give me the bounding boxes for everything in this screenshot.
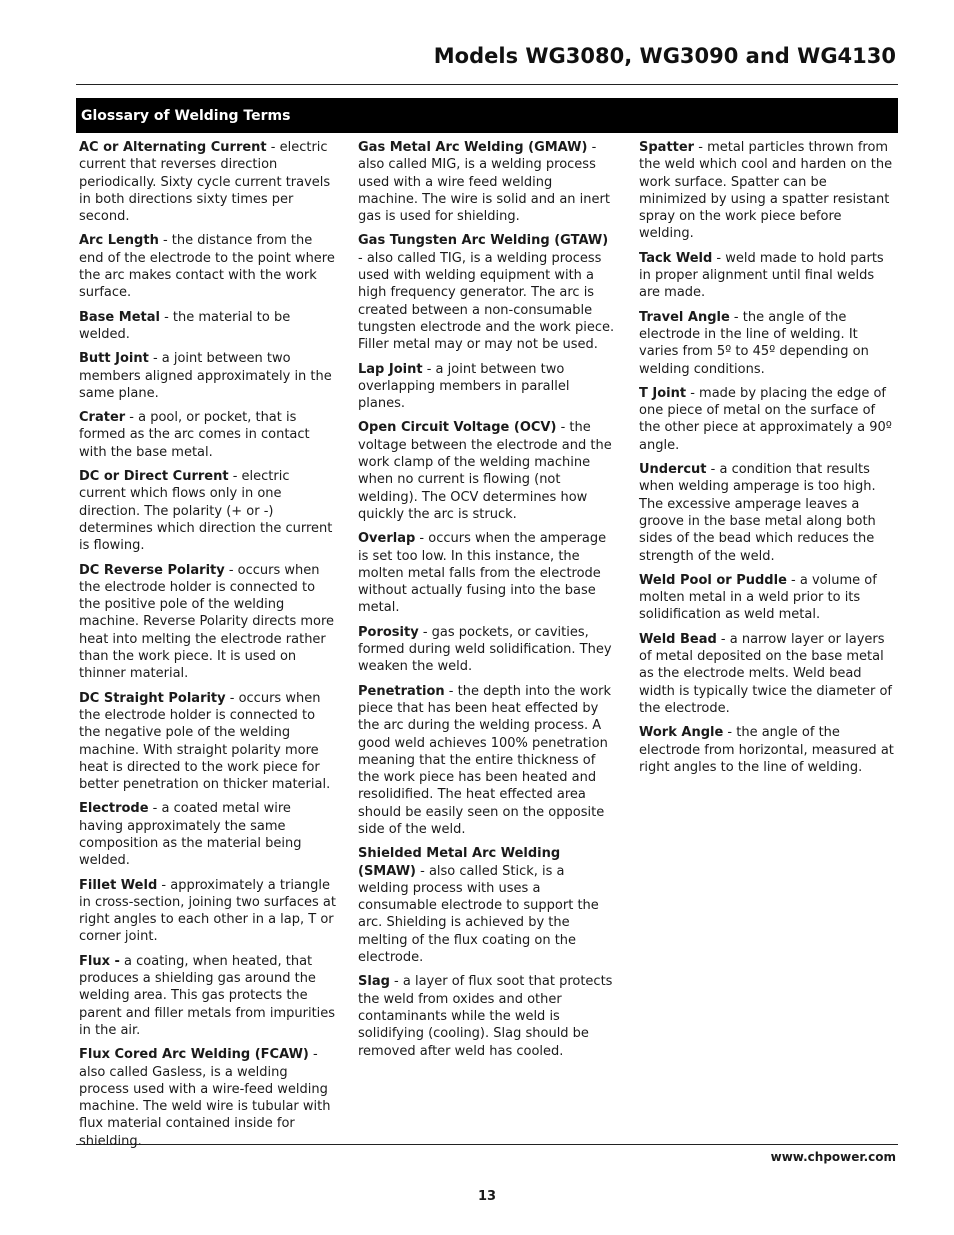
section-header-bar	[76, 98, 898, 133]
glossary-term: Base Metal	[79, 309, 160, 325]
glossary-term: T Joint	[639, 385, 687, 401]
glossary-entry	[358, 845, 616, 966]
glossary-definition: - also called TIG, is a welding process used with welding equipment with a high frequency generator. The arc is created between a non-consumable tungsten electrode and the work piece. Filler metal may or may not be used.	[358, 250, 615, 353]
glossary-entry	[639, 724, 897, 776]
glossary-entry	[79, 468, 337, 554]
glossary-entry	[639, 461, 897, 565]
glossary-entry	[79, 800, 337, 869]
glossary-term: Porosity	[358, 624, 419, 640]
glossary-term: Slag	[358, 974, 390, 990]
glossary-entry	[358, 683, 616, 839]
glossary-term: Weld Bead	[639, 631, 717, 647]
glossary-definition: - a condition that results when welding amperage is too high. The excessive amperage leaves a groove in the base metal along both sides of the bead which reduces the strength of the weld.	[639, 462, 876, 564]
glossary-definition: - the angle of the electrode from horizontal, measured at right angles to the line of welding.	[639, 725, 894, 775]
glossary-definition: - a joint between two overlapping members in parallel planes.	[358, 361, 570, 412]
glossary-term: Electrode	[79, 801, 149, 817]
glossary-definition: - occurs when the electrode holder is connected to the negative pole of the welding machine. With straight polarity more heat is directed to the work piece for better penetration on thicker material.	[79, 690, 331, 793]
glossary-entry	[358, 419, 616, 523]
glossary-term: Fillet Weld	[79, 877, 158, 893]
glossary-entry	[79, 877, 337, 946]
glossary-definition: - a layer of flux soot that protects the weld from oxides and other contaminants while the weld is solidifying (cooling). Slag should be removed after weld has cooled.	[358, 974, 613, 1059]
section-title: Glossary of Welding Terms	[81, 107, 291, 124]
glossary-definition: - the distance from the end of the electrode to the point where the arc makes contact with the work surface.	[79, 233, 335, 301]
glossary-entry	[79, 139, 337, 225]
glossary-entry	[79, 350, 337, 402]
glossary-term: Undercut	[639, 462, 707, 478]
glossary-definition: - electric current which flows only in one direction. The polarity (+ or -) determines which direction the current is flowing.	[79, 469, 333, 554]
glossary-entry	[358, 530, 616, 616]
footer-divider	[76, 1144, 898, 1145]
glossary-entry	[358, 973, 616, 1059]
glossary-term: Butt Joint	[79, 351, 149, 367]
glossary-definition: - also called Stick, is a welding process with uses a consumable electrode to support the arc. Shielding is achieved by the melting of the flux coating on the electrode.	[358, 863, 599, 966]
glossary-definition: - the voltage between the electrode and the work clamp of the welding machine when no current is flowing (not welding). The OCV determines how quickly the arc is struck.	[358, 420, 612, 522]
glossary-term: DC or Direct Current	[79, 469, 229, 485]
glossary-term: Arc Length	[79, 233, 159, 249]
glossary-term: Penetration	[358, 683, 445, 699]
glossary-term: Weld Pool or Puddle	[639, 572, 787, 588]
page-number: 13	[477, 1189, 497, 1204]
glossary-definition: - a coated metal wire having approximately the same composition as the material being welded.	[79, 801, 302, 869]
glossary-definition: - a joint between two members aligned approximately in the same plane.	[79, 351, 332, 401]
glossary-column-2	[358, 139, 616, 1067]
glossary-term: Work Angle	[639, 725, 724, 741]
glossary-entry	[639, 631, 897, 717]
glossary-term: Gas Tungsten Arc Welding (GTAW)	[358, 233, 609, 249]
glossary-term: DC Straight Polarity	[79, 690, 226, 706]
glossary-definition: - also called Gasless, is a welding process used with a wire-feed welding machine. The weld wire is tubular with flux material contained inside for shielding.	[79, 1047, 331, 1149]
glossary-term: Spatter	[639, 140, 695, 155]
glossary-definition: - a pool, or pocket, that is formed as the arc comes in contact with the base metal.	[79, 410, 310, 460]
glossary-column-3	[639, 139, 897, 783]
glossary-entry	[79, 953, 337, 1039]
glossary-entry	[358, 624, 616, 676]
glossary-entry	[79, 1046, 337, 1150]
glossary-term: Tack Weld	[639, 250, 713, 266]
glossary-definition: - occurs when the amperage is set too low. In this instance, the molten metal falls from the electrode without actually fusing into the base metal.	[358, 531, 607, 616]
glossary-definition: a coating, when heated, that produces a shielding gas around the welding area. This gas protects the parent and filler metals from impurities in the air.	[79, 953, 336, 1038]
glossary-definition: - a volume of molten metal in a weld prior to its solidification as weld metal.	[639, 572, 877, 623]
glossary-entry	[639, 139, 897, 243]
footer-url: www.chpower.com	[770, 1150, 896, 1164]
glossary-term: Crater	[79, 410, 126, 426]
glossary-term: Lap Joint	[358, 361, 423, 377]
glossary-term: Travel Angle	[639, 309, 730, 325]
glossary-column-1	[79, 139, 337, 1157]
glossary-entry	[639, 385, 897, 454]
glossary-entry	[639, 572, 897, 624]
glossary-entry	[358, 139, 616, 225]
glossary-definition: - a narrow layer or layers of metal deposited on the base metal as the electrode melts. Weld bead width is typically twice the diameter of the electrode.	[639, 631, 892, 716]
page-title: Models WG3080, WG3090 and WG4130	[433, 44, 896, 68]
glossary-term: Overlap	[358, 531, 416, 547]
glossary-definition: - metal particles thrown from the weld which cool and harden on the work surface. Spatter can be minimized by using a spatter resistant spray on the work piece before welding.	[639, 140, 893, 242]
glossary-term: Flux Cored Arc Welding (FCAW)	[79, 1047, 309, 1063]
glossary-entry	[79, 562, 337, 683]
glossary-definition: - the angle of the electrode in the line of welding. It varies from 5º to 45º depending on welding conditions.	[639, 309, 869, 377]
glossary-entry	[79, 409, 337, 461]
glossary-definition: - the material to be welded.	[79, 309, 291, 342]
glossary-entry	[639, 309, 897, 378]
glossary-entry	[639, 250, 897, 302]
glossary-term: Open Circuit Voltage (OCV)	[358, 420, 557, 436]
glossary-entry	[79, 309, 337, 344]
glossary-entry	[358, 361, 616, 413]
glossary-entry	[79, 690, 337, 794]
glossary-entry	[79, 232, 337, 301]
glossary-definition: - approximately a triangle in cross-section, joining two surfaces at right angles to each other in a lap, T or corner joint.	[79, 877, 336, 945]
glossary-term: AC or Alternating Current	[79, 140, 267, 155]
glossary-definition: - also called MIG, is a welding process used with a wire feed welding machine. The wire is solid and an inert gas is used for shielding.	[358, 140, 610, 225]
glossary-entry	[358, 232, 616, 353]
glossary-definition: - weld made to hold parts in proper alignment until final welds are made.	[639, 250, 884, 301]
glossary-term: Flux -	[79, 953, 120, 969]
glossary-definition: - the depth into the work piece that has been heat effected by the arc during the welding process. A good weld achieves 100% penetration meaning that the entire thickness of the work piece has been heated and resolidified. The heat effected area should be easily seen on the opposite side of the weld.	[358, 683, 612, 837]
glossary-definition: - occurs when the electrode holder is connected to the positive pole of the welding machine. Reverse Polarity directs more heat into melting the electrode rather than the work piece. It is used on thinner material.	[79, 562, 335, 682]
glossary-term: Shielded Metal Arc Welding (SMAW)	[358, 846, 561, 879]
glossary-term: DC Reverse Polarity	[79, 562, 225, 578]
header-divider	[76, 84, 898, 85]
glossary-term: Gas Metal Arc Welding (GMAW)	[358, 140, 588, 155]
glossary-definition: - made by placing the edge of one piece of metal on the surface of the other piece at approximately a 90º angle.	[639, 385, 892, 453]
glossary-definition: - gas pockets, or cavities, formed during weld solidification. They weaken the weld.	[358, 624, 612, 675]
glossary-definition: - electric current that reverses direction periodically. Sixty cycle current travels in both directions sixty times per second.	[79, 140, 331, 225]
